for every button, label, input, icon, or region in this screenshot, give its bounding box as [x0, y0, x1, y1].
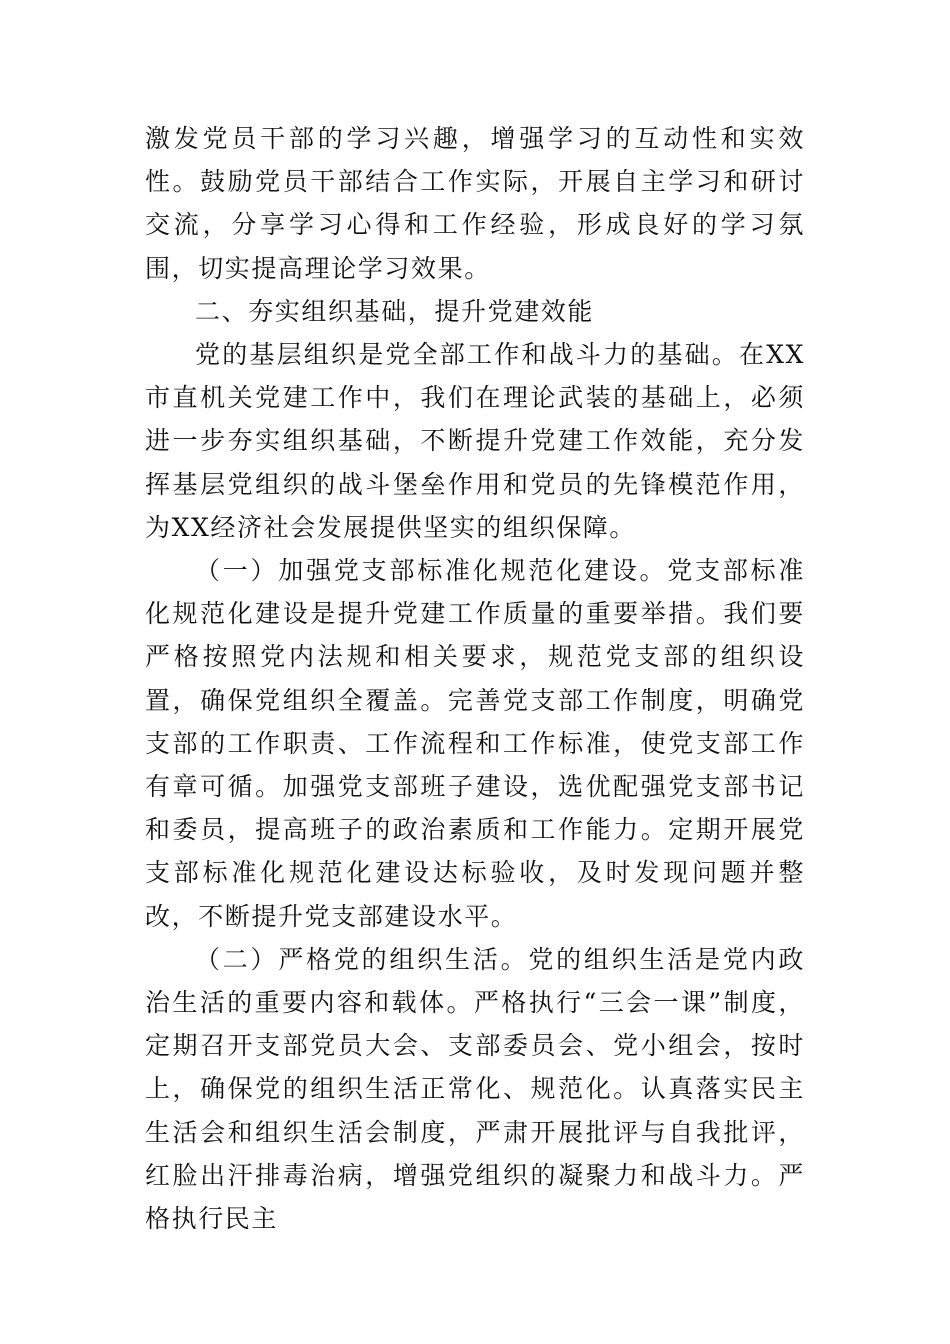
section-heading: 二、夯实组织基础，提升党建效能 — [195, 296, 595, 326]
document-body — [145, 117, 805, 1240]
paragraph-continuation: 激发党员干部的学习兴趣，增强学习的互动性和实效性。鼓励党员干部结合工作实际，开展自主学习和研讨交流，分享学习心得和工作经验，形成良好的学习氛围，切实提高理论学习效果。 — [145, 124, 805, 283]
paragraph-item-1: （一）加强党支部标准化规范化建设。党支部标准化规范化建设是提升党建工作质量的重要举措。我们要严格按照党内法规和相关要求，规范党支部的组织设置，确保党组织全覆盖。完善党支部工作制度，明确党支部的工作职责、工作流程和工作标准，使党支部工作有章可循。加强党支部班子建设，选优配强党支部书记和委员，提高班子的政治素质和工作能力。定期开展党支部标准化规范化建设达标验收，及时发现问题并整改，不断提升党支部建设水平。 — [145, 556, 805, 931]
paragraph-section-intro: 党的基层组织是党全部工作和战斗力的基础。在XX市直机关党建工作中，我们在理论武装的基础上，必须进一步夯实组织基础，不断提升党建工作效能，充分发挥基层党组织的战斗堡垒作用和党员的先锋模范作用，为XX经济社会发展提供坚实的组织保障。 — [145, 340, 805, 542]
paragraph-item-2: （二）严格党的组织生活。党的组织生活是党内政治生活的重要内容和载体。严格执行“三会一课”制度，定期召开支部党员大会、支部委员会、党小组会，按时上，确保党的组织生活正常化、规范化。认真落实民主生活会和组织生活会制度，严肃开展批评与自我批评，红脸出汗排毒治病，增强党组织的凝聚力和战斗力。严格执行民主 — [145, 944, 805, 1234]
